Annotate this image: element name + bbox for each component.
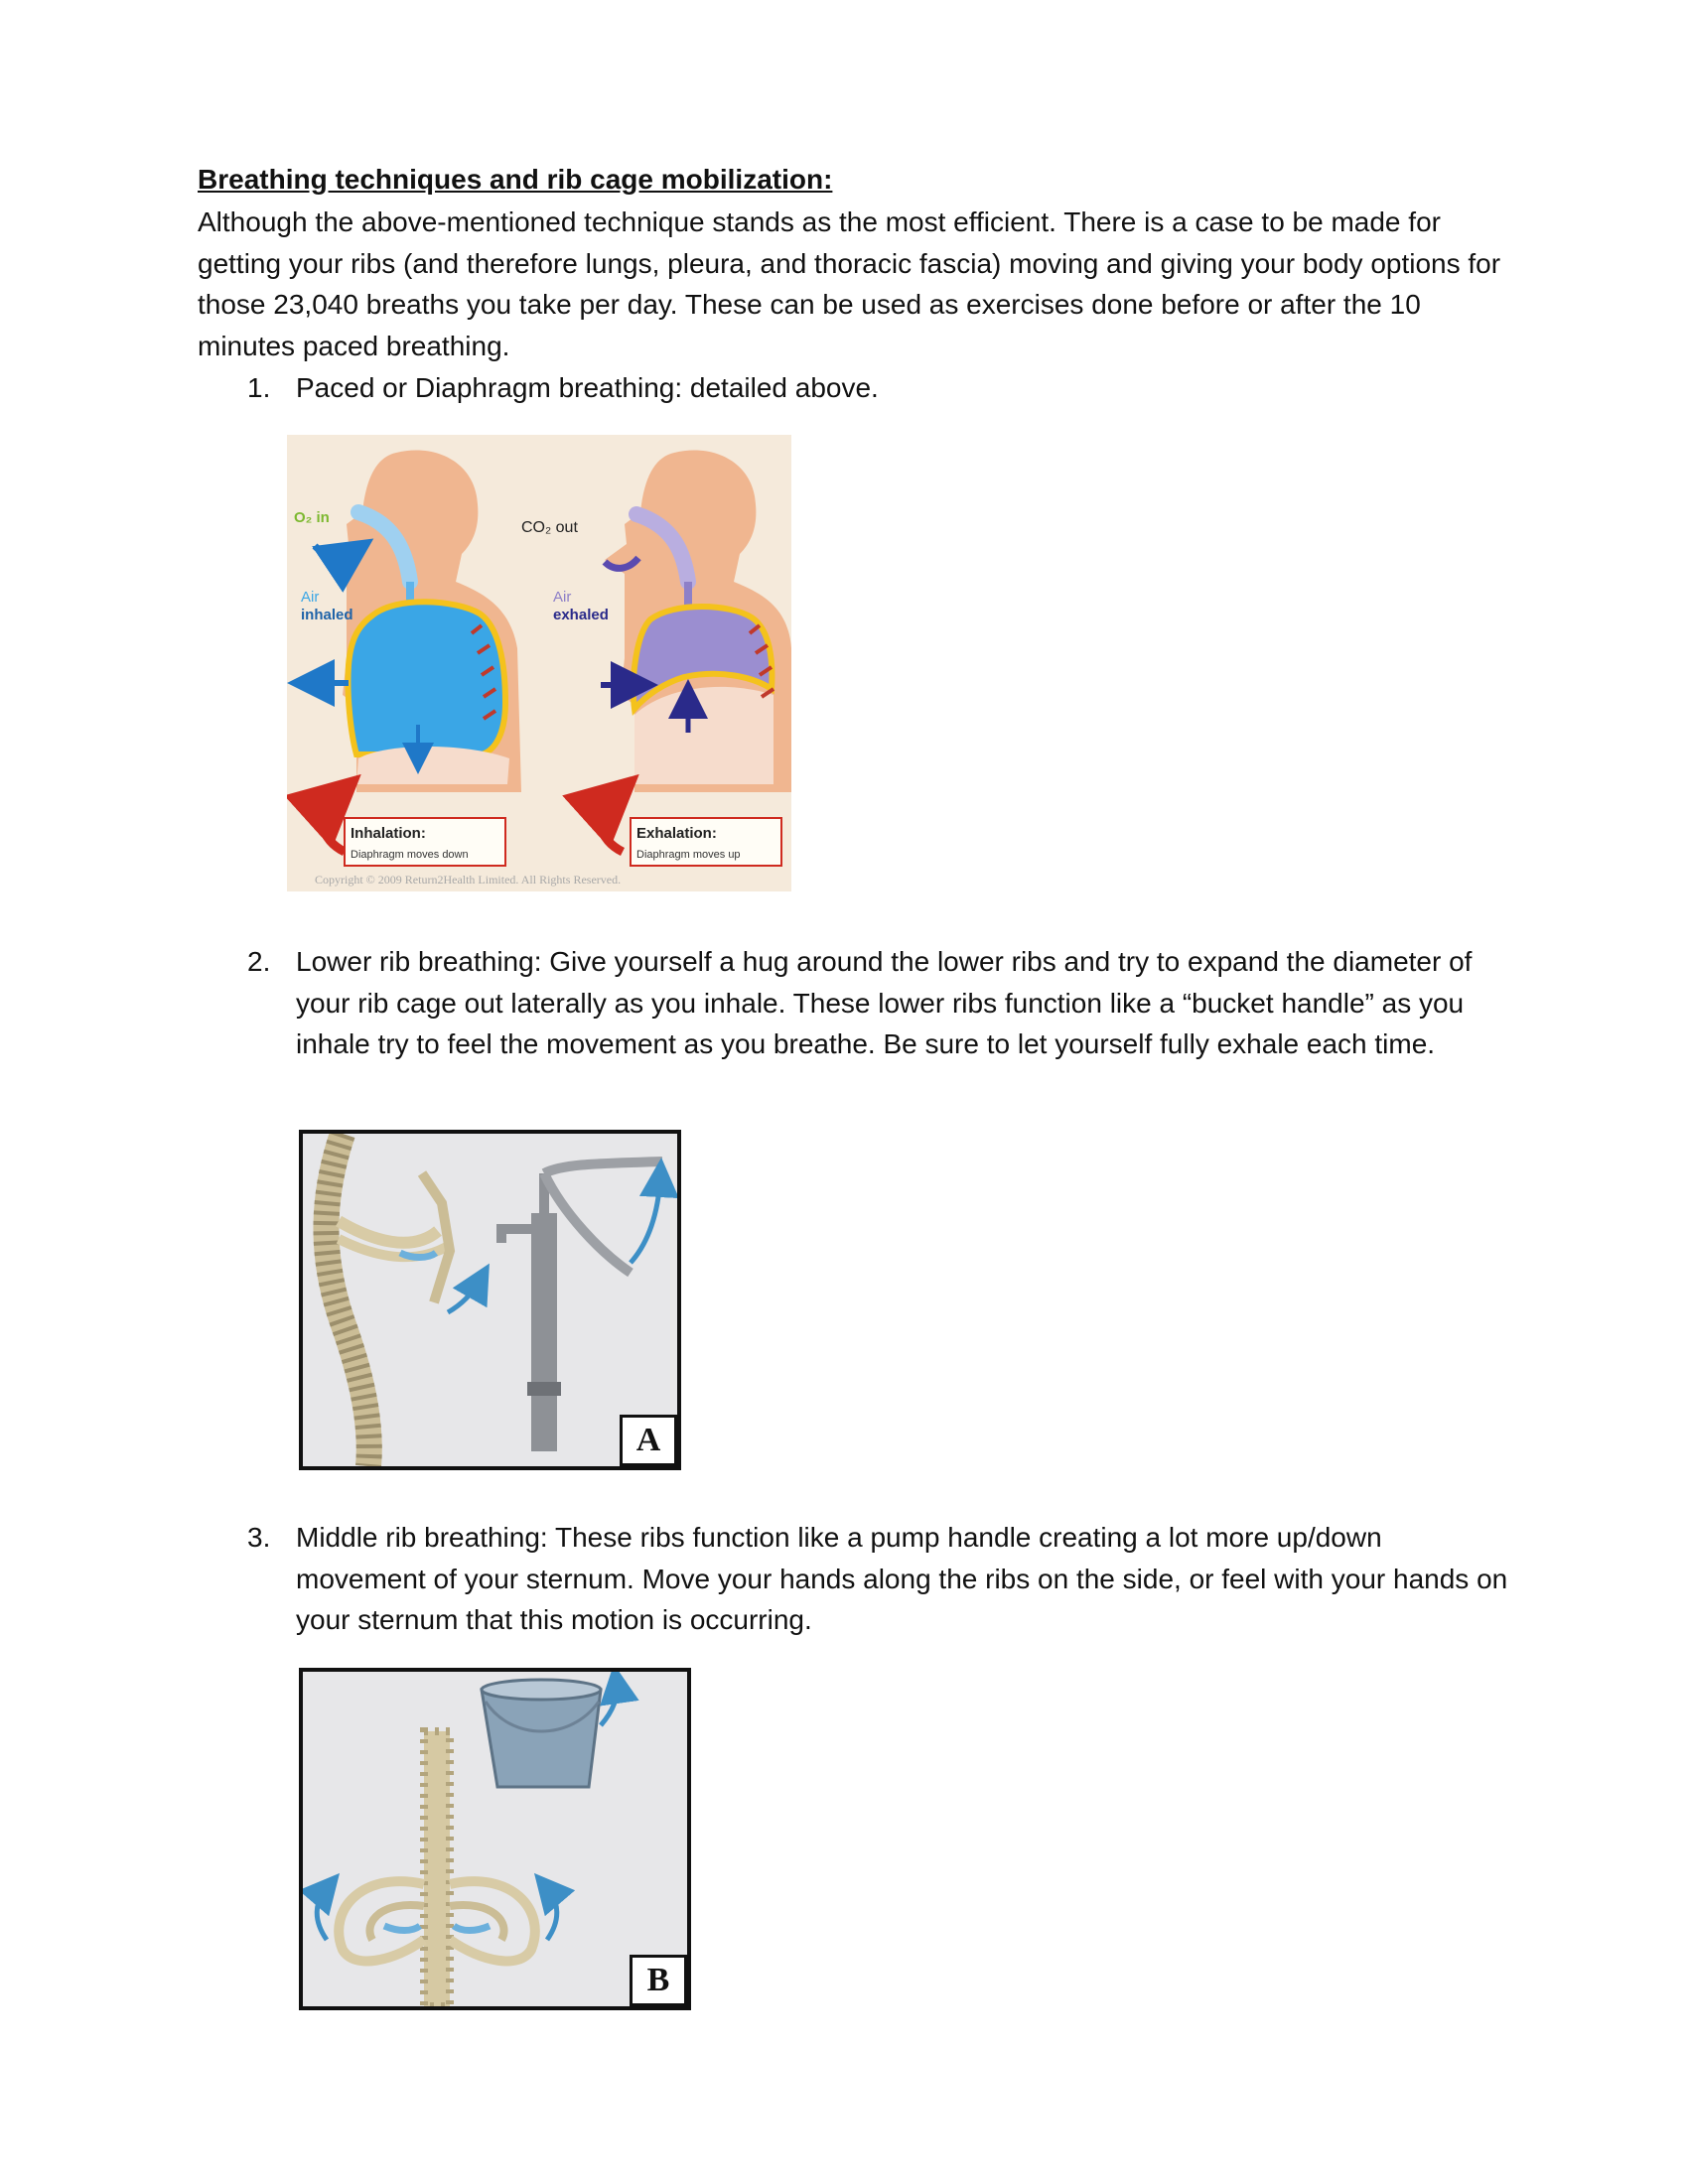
pump-pipe <box>531 1213 557 1451</box>
rib-upper <box>339 1221 438 1243</box>
o2-in-label: O₂ in <box>294 509 330 526</box>
spine-illustration <box>326 1134 480 1466</box>
bucket-up-arrow-icon <box>601 1684 617 1725</box>
bucket-handle-figure <box>299 1668 691 2010</box>
rib-left <box>339 1881 424 1961</box>
bucket-illustration <box>482 1680 617 1787</box>
air-exhaled-label-line2: exhaled <box>553 607 609 623</box>
list-item-text: Paced or Diaphragm breathing: detailed above. <box>296 372 879 403</box>
rib-motion-highlight-right <box>454 1926 490 1931</box>
figure-tag-b: B <box>630 1955 687 2006</box>
raised-diaphragm <box>634 687 774 784</box>
exhalation-title: Exhalation: <box>636 825 717 842</box>
list-item-number: 2. <box>247 946 271 977</box>
pump-spout <box>501 1229 531 1243</box>
air-inhaled-label-line1: Air <box>301 589 320 606</box>
pump-collar <box>527 1382 561 1396</box>
rib-right-up-arrow-icon <box>547 1888 557 1940</box>
rib-right <box>450 1881 535 1961</box>
rib-up-arrow-icon <box>448 1281 480 1312</box>
air-exhaled-label-line1: Air <box>553 589 572 606</box>
inhaled-lungs <box>348 602 505 754</box>
pump-handle-figure <box>299 1130 681 1470</box>
inhalation-subtitle: Diaphragm moves down <box>351 849 469 861</box>
intro-paragraph: Although the above-mentioned technique stands as the most efficient. There is a case to be made for getting your ribs (and therefore lungs, pleura, and thoracic fascia) moving and giving your body options for those 23,040 breaths you take per day. These can be used as exercises done before or after the 10 minutes paced breathing. <box>198 206 1501 361</box>
air-inhaled-label-line2: inhaled <box>301 607 353 623</box>
list-item-number: 1. <box>247 372 271 403</box>
lowered-diaphragm <box>356 747 509 784</box>
breathing-diagram <box>287 435 791 891</box>
pump-handle-down <box>544 1173 631 1273</box>
list-item-text: Middle rib breathing: These ribs function like a pump handle creating a lot more up/down movement of your sternum. Move your hands along the ribs on the side, or feel with your hands on your sternum that this motion is occurring. <box>296 1522 1508 1635</box>
rib-right-lower <box>450 1905 504 1940</box>
exhalation-subtitle: Diaphragm moves up <box>636 849 741 861</box>
handle-up-arrow-icon <box>631 1177 660 1263</box>
rib-left-up-arrow-icon <box>317 1888 327 1940</box>
list-item-number: 3. <box>247 1522 271 1553</box>
pump-handle <box>544 1161 662 1173</box>
rib-motion-highlight-left <box>384 1926 420 1931</box>
copyright-notice: Copyright © 2009 Return2Health Limited. All Rights Reserved. <box>315 873 622 887</box>
rib-left-lower <box>369 1905 424 1940</box>
bucket-rim <box>482 1680 601 1700</box>
inhalation-title: Inhalation: <box>351 825 426 842</box>
bucket-body <box>482 1690 601 1787</box>
water-pump-illustration <box>501 1161 662 1451</box>
list-item-text: Lower rib breathing: Give yourself a hug around the lower ribs and try to expand the diameter of your rib cage out laterally as you inhale. These lower ribs function like a “bucket handle” as you inhale try to feel the movement as you breathe. Be sure to let yourself fully exhale each time. <box>296 946 1473 1059</box>
figure-tag-a: A <box>620 1415 677 1466</box>
co2-out-label: CO₂ out <box>521 519 578 536</box>
section-heading: Breathing techniques and rib cage mobilization: <box>198 164 833 195</box>
